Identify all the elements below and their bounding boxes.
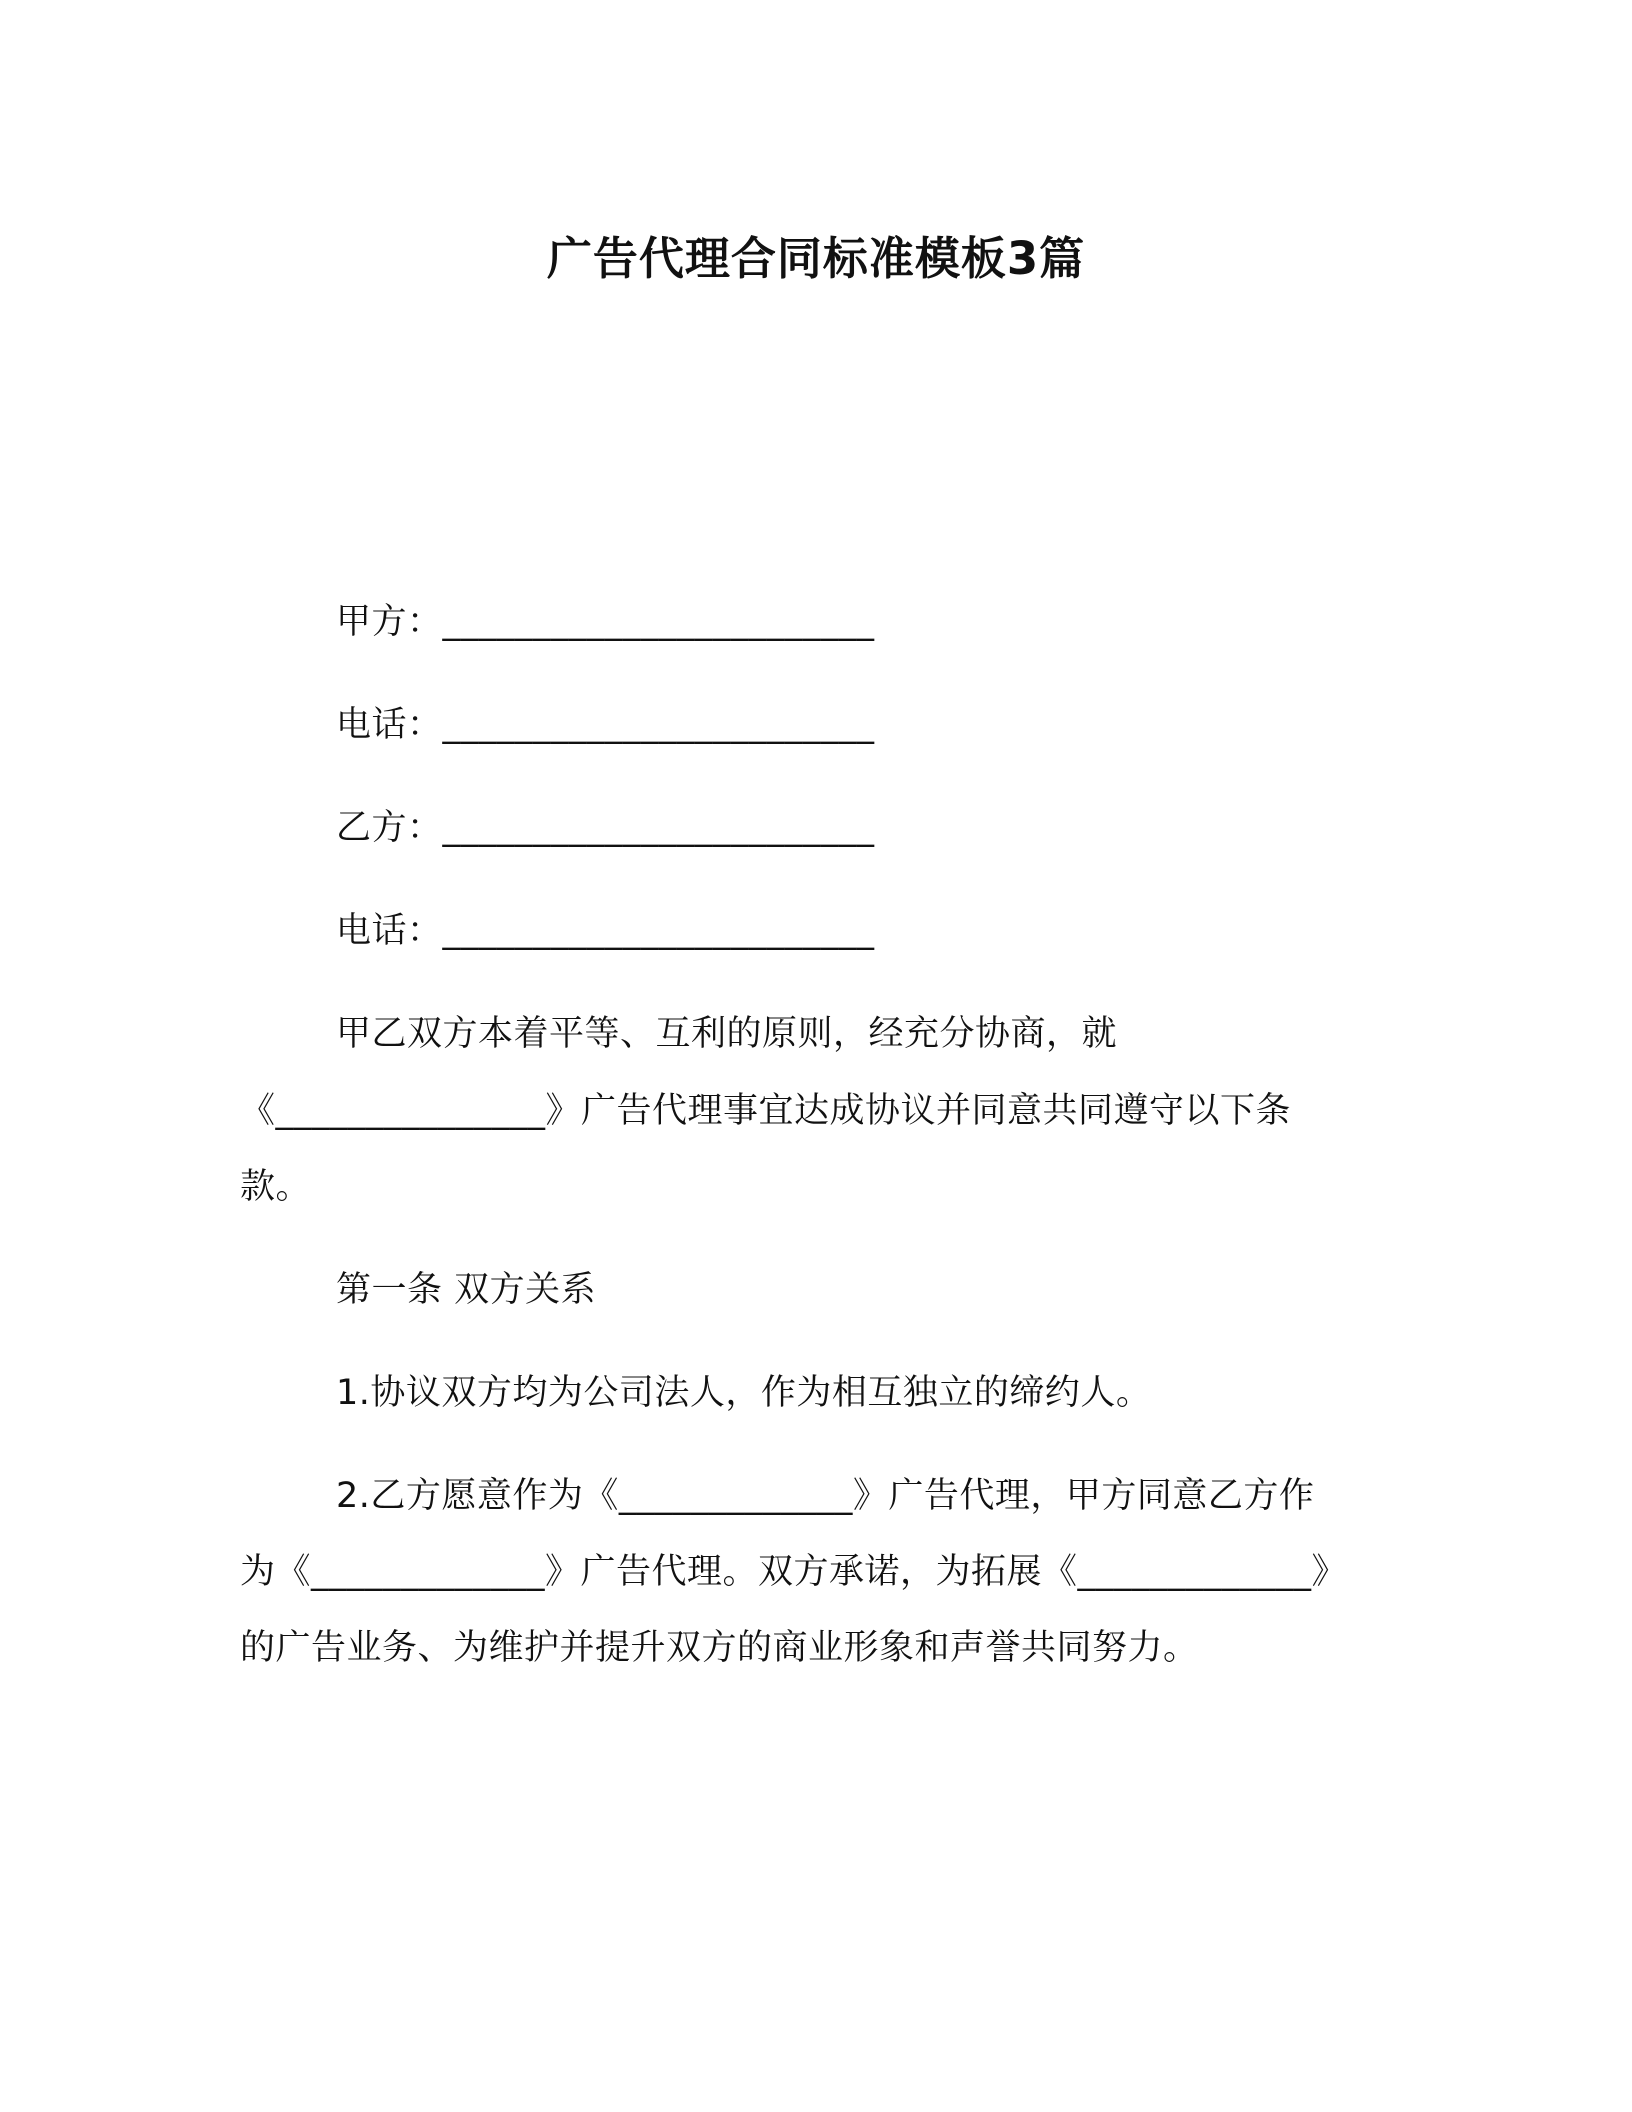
party-a-field (336, 598, 875, 646)
intro-line-1: 甲乙双方本着平等、互利的原则，经充分协商，就 (336, 1014, 1118, 1054)
party-a-phone-field (336, 701, 875, 749)
party-a-phone-blank: ________________________ (442, 705, 875, 745)
clause-2-line-1: 2.乙方愿意作为《_____________》广告代理，甲方同意乙方作 (336, 1476, 1315, 1516)
intro-line-2: 《_______________》广告代理事宜达成协议并同意共同遵守以下条 (240, 1091, 1292, 1131)
clause-2-line-3: 的广告业务、为维护并提升双方的商业形象和声誉共同努力。 (240, 1628, 1199, 1668)
party-a-phone-label: 电话： (336, 705, 443, 745)
document-title: 广告代理合同标准模板3篇 (546, 232, 1086, 285)
party-b-blank: ________________________ (442, 808, 875, 848)
section-heading: 第一条 双方关系 (336, 1270, 597, 1310)
party-b-field (336, 804, 875, 852)
party-a-blank: ________________________ (442, 602, 875, 642)
intro-line-3: 款。 (240, 1167, 312, 1207)
party-b-phone-field (336, 907, 875, 955)
party-b-phone-blank: ________________________ (442, 911, 875, 951)
party-b-label: 乙方： (336, 808, 443, 848)
clause-2-line-2: 为《_____________》广告代理。双方承诺，为拓展《_____________》 (240, 1552, 1348, 1592)
party-a-label: 甲方： (336, 602, 443, 642)
clause-1: 1.协议双方均为公司法人，作为相互独立的缔约人。 (336, 1373, 1152, 1413)
party-b-phone-label: 电话： (336, 911, 443, 951)
